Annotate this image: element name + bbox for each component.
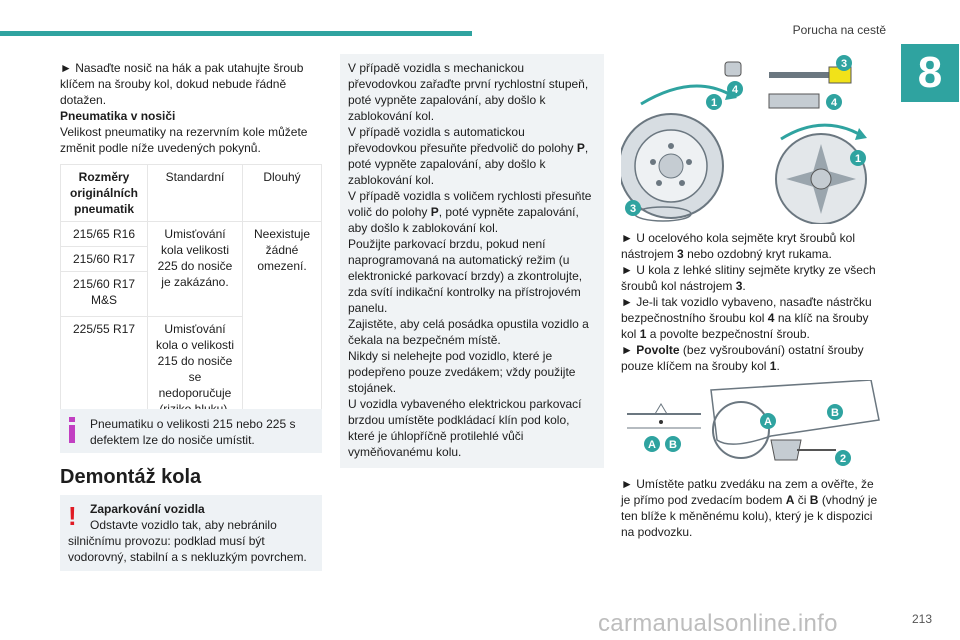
chapter-number: 8: [901, 44, 959, 102]
callout-3: 3: [629, 203, 637, 215]
wheel-removal-figure: [621, 54, 884, 224]
table-cell-size: 225/55 R17: [61, 317, 148, 422]
table-cell-long: Neexistuje žádné omezení.: [243, 222, 322, 422]
info-note: [60, 409, 322, 453]
step-alloy-wheel: ► U kola z lehké slitiny sejměte krytky ze všech šroubů kol nástrojem 3.: [621, 263, 876, 293]
callout-4: 4: [731, 84, 739, 96]
chock-text: U vozidla vybaveného elektrickou parkovací brzdou umístěte podkládací klín pod kolo, které je úhlopříčně protilehlé vůči vyměňovanému kolu.: [348, 397, 582, 459]
automatic-gearbox-text: V případě vozidla s automatickou převodovkou přesuňte předvolič do polohy P, poté vypněte zapalování, aby došlo k zablokování kol.: [348, 125, 589, 187]
warning-text: Odstavte vozidlo tak, aby nebránilo silničnímu provozu: podklad musí být vodorovný, stabilní a s nekluzkým povrchem.: [68, 518, 307, 564]
callout-b2: B: [831, 407, 839, 419]
info-icon: [68, 417, 76, 443]
info-text: Pneumatiku o velikosti 215 nebo 225 s defektem lze do nosiče umístit.: [90, 417, 296, 447]
page-number: 213: [912, 612, 933, 626]
table-cell-standard: Umisťování kola velikosti 225 do nosiče je zakázáno.: [148, 222, 243, 317]
manual-gearbox-text: V případě vozidla s mechanickou převodovkou zařaďte první rychlostní stupeň, poté vypněte zapalování, aby došlo k zablokování kol.: [348, 61, 589, 123]
table-header-standard: Standardní: [148, 165, 243, 222]
step-position-jack: ► Umístěte patku zvedáku na zem a ověřte, že je přímo pod zvedacím bodem A či B (vhodný je ten blíže k měněnému kolu), který je k dispozici na podvozku.: [621, 477, 878, 539]
step-steel-wheel: ► U ocelového kola sejměte kryt šroubů kol nástrojem 3 nebo ozdobný kryt rukama.: [621, 231, 855, 261]
jack-placement-figure: [621, 380, 884, 468]
table-cell-size: 215/60 R17 M&S: [61, 272, 148, 317]
table-header-long: Dlouhý: [243, 165, 322, 222]
section-title: Demontáž kola: [60, 466, 202, 488]
tire-carrier-text: Velikost pneumatiky na rezervním kole můžete změnit podle níže uvedených pokynů.: [60, 125, 308, 155]
column-1: [60, 60, 322, 422]
watermark: carmanualsonline.info: [598, 610, 838, 637]
running-header: Porucha na cestě: [792, 23, 886, 37]
callout-2: 2: [839, 453, 847, 465]
column-3-steps-a: [621, 230, 884, 374]
step-security-bolt: ► Je-li tak vozidlo vybaveno, nasaďte nástrčku bezpečnostního šroubu kol 4 na klíč na šrouby kol 1 a povolte bezpečnostní šroub.: [621, 295, 872, 341]
callout-b: B: [669, 439, 677, 451]
warning-title: Zaparkování vozidla: [90, 502, 205, 516]
warning-icon: !: [68, 501, 77, 531]
callout-a: A: [648, 439, 656, 451]
table-cell-size: 215/60 R17: [61, 247, 148, 272]
callout-3b: 3: [840, 58, 848, 70]
selector-text: V případě vozidla s voličem rychlosti přesuňte volič do polohy P, poté vypněte zapalování, aby došlo k zablokování kol.: [348, 189, 592, 235]
tire-size-table: [60, 164, 322, 422]
step-loosen-bolts: ► Povolte (bez vyšroubování) ostatní šrouby pouze klíčem na šrouby kol 1.: [621, 343, 864, 373]
column-2-safety-box: [340, 54, 604, 468]
callout-a2: A: [764, 416, 772, 428]
tire-carrier-heading: Pneumatika v nosiči: [60, 109, 176, 123]
callout-1: 1: [710, 97, 718, 109]
table-cell-standard: Umisťování kola o velikosti 215 do nosiče se nedoporučuje: [148, 317, 243, 422]
passengers-text: Zajistěte, aby celá posádka opustila vozidlo a čekala na bezpečném místě.: [348, 317, 589, 347]
table-cell-size: 215/65 R16: [61, 222, 148, 247]
callout-4b: 4: [830, 97, 838, 109]
warning-note: [60, 495, 322, 571]
table-header-size: Rozměry originálních pneumatik: [61, 165, 148, 222]
column-3-steps-b: [621, 476, 884, 540]
parking-brake-text: Použijte parkovací brzdu, pokud není naprogramovaná na automatický režim (u elektronické parkovací brzdy) a zkontrolujte, zda svítí indikační kontrolky na přístrojovém panelu.: [348, 237, 583, 315]
step-attach-carrier: ► Nasaďte nosič na hák a pak utahujte šroub klíčem na šrouby kol, dokud nebude řádně dotažen.: [60, 61, 304, 107]
callout-1b: 1: [854, 153, 862, 165]
header-accent-bar: [0, 31, 472, 36]
stand-text: Nikdy si nelehejte pod vozidlo, které je podepřeno pouze zvedákem; vždy použijte stojánek.: [348, 349, 576, 395]
